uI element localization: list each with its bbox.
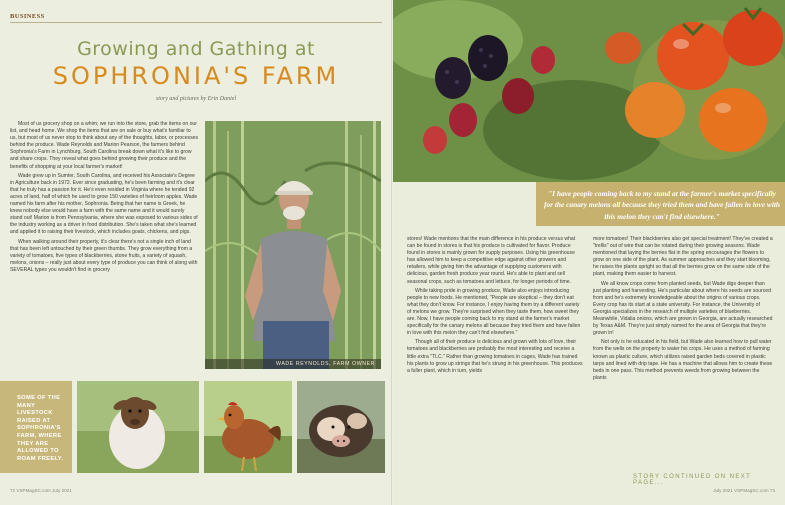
article-title-main: SOPHRONIA'S FARM [52,62,340,90]
chicken-illustration [204,381,292,473]
paragraph: While taking pride in growing produce, Wade also enjoys introducing people to new foods. He mentioned, "People are skeptical – they don't eat what they don't know. For instance, I enjoy having them try a different variety of melons we grow. They're surprised when they taste them, how sweet they are. Now, I have people coming back to my stand at the farmer's market specifically for the canary melons all because they tried them and have fallen in love with this melon they can't find elsewhere." [407,287,581,337]
farmer-illustration [205,121,381,369]
goat-photo [77,381,199,473]
pull-quote: "I have people coming back to my stand at the farmer's market specifically for the canary melons all because they tried them and have fallen in love with this melon they can't find elsewhere." [543,189,781,221]
left-text-column [10,121,198,276]
paragraph: more tomatoes! Their blackberries also get special treatment! They've created a "trellis" out of wire that can be rotated during their growing seasons. Wade mentioned that laying the berries flat in the spring encourages the flowers to grow on one side of the plant. As summer approaches and they start blooming, he raises the plants upright so that all the berries grow on the same side of the plant, making them easier to harvest. [593,236,773,278]
goat-illustration [77,381,199,473]
paragraph: stores! Wade mentions that the main difference in his produce versus what can be found in stores is that his produce is cultivated for flavor. Produce found in stores is mainly grown for supply purposes. Using his greenhouse has allowed him to keep a competitive edge against other growers and retailers, while giving him the advantage of supplying customers with delicious, garden fresh produce year round. He's able to plant and sell seasonal crops, such as tomatoes and lettuce, for longer periods of time. [407,236,576,285]
chicken-photo [204,381,292,473]
right-page [393,0,785,505]
section-rule [10,22,382,23]
paragraph: When walking around their property, it's clear there's not a single inch of land that has been left untouched by their green thumbs. They grow everything from a variety of tomatoes, five types of blackberries, stone fruits, a variety of squash, melons, onions – really just about every type of produce you can think of along with SEVERAL types you wouldn't find in grocery [10,238,198,273]
story-continued: STORY CONTINUED ON NEXT PAGE... [633,474,752,486]
berries-tomatoes-illustration [393,0,785,182]
photo-caption: WADE REYNOLDS, FARM OWNER [205,359,381,369]
article-title-top: Growing and Gathing at [77,38,315,60]
paragraph: We all know crops come from planted seeds, but Wade digs deeper than just planting and harvesting. He's particular about where his seeds are sourced from and he's extremely knowledgeable about the origins of various crops. Every crop has its start at a state university. For instance, the University of Georgia specializes in the research of multiple varieties of blueberries. Meanwhile, Vidalia onions, which are grown in Georgia, are actually researched by Texas A&M. They're just simply named for the area of Georgia that they're grown in! [593,280,773,337]
paragraph: Not only is he educated in his field, but Wade also learned how to pull water from the wells on the property to water his crops. He uses a method of farming known as plastic culture, which utilizes raised garden beds covered in plastic tarps and lined with drip tape. He has a machine that allows him to create these beds in one pass. This method prevents weeds from growing between the plants [593,339,773,381]
page-footer-left: 72 VSPMagSC.com July 2021 [10,488,72,493]
livestock-callout: SOME OF THE MANY LIVESTOCK RAISED AT SOPHRONIA'S FARM, WHERE THEY ARE ALLOWED TO ROAM FREELY. [0,381,72,473]
page-footer-right: July 2021 VSPMagSC.com 73 [713,488,775,493]
paragraph: Most of us grocery shop on a whim; we run into the store, grab the items on our list, and head home. We shop the items that are on sale or buy what's familiar to us, but most of us never stop to think about any of the thoughts, labor, or processes behind the produce. Wade Reynolds and Marion Pearson, the farmers behind Sophronia's Farm in Lynchburg, South Carolina break down what it's like to grow and share crops. They reveal what goes behind growing their produce and the benefits of shopping at your local farmer's market! [10,121,199,170]
left-page [0,0,392,505]
paragraph: Though all of their produce is delicious and grown with lots of love, their tomatoes and blackberries are probably the most interesting and receive a little extra "TLC." Rather than growing tomatoes in cages, Wade has trained his plants to grow up strings that he's strung in his greenhouse. This produces a fuller plant, which in turn, yields [407,339,583,374]
produce-photo [393,0,785,182]
pig-photo [297,381,385,473]
right-text-column-2 [593,236,773,384]
pig-illustration [297,381,385,473]
section-label: BUSINESS [10,13,45,20]
paragraph: Wade grew up in Sumter, South Carolina, and received his Associate's Degree in Agriculture back in 1972. Ever since graduating, he's been farming and it's clear that he truly has a passion for it. He's even resided in Virginia where he tended 92 acres of land, half of which he used to grow 150 varieties of heirloom apples. Wade named his farm after his mother, Sophronia. Being that her name is Greek, he knew nobody else would have a farm with the same name and it would surely stand out! Marion is from Pennsylvania, where she was exposed to various sides of the industry working as a driver in food distribution. She's taken what she's learned and applied it to raising their livestock, which includes goats, chickens, and pigs. [10,172,198,236]
right-text-column-1 [407,236,583,377]
farmer-photo [205,121,381,369]
byline: story and pictures by Erin Daniel [155,96,237,102]
